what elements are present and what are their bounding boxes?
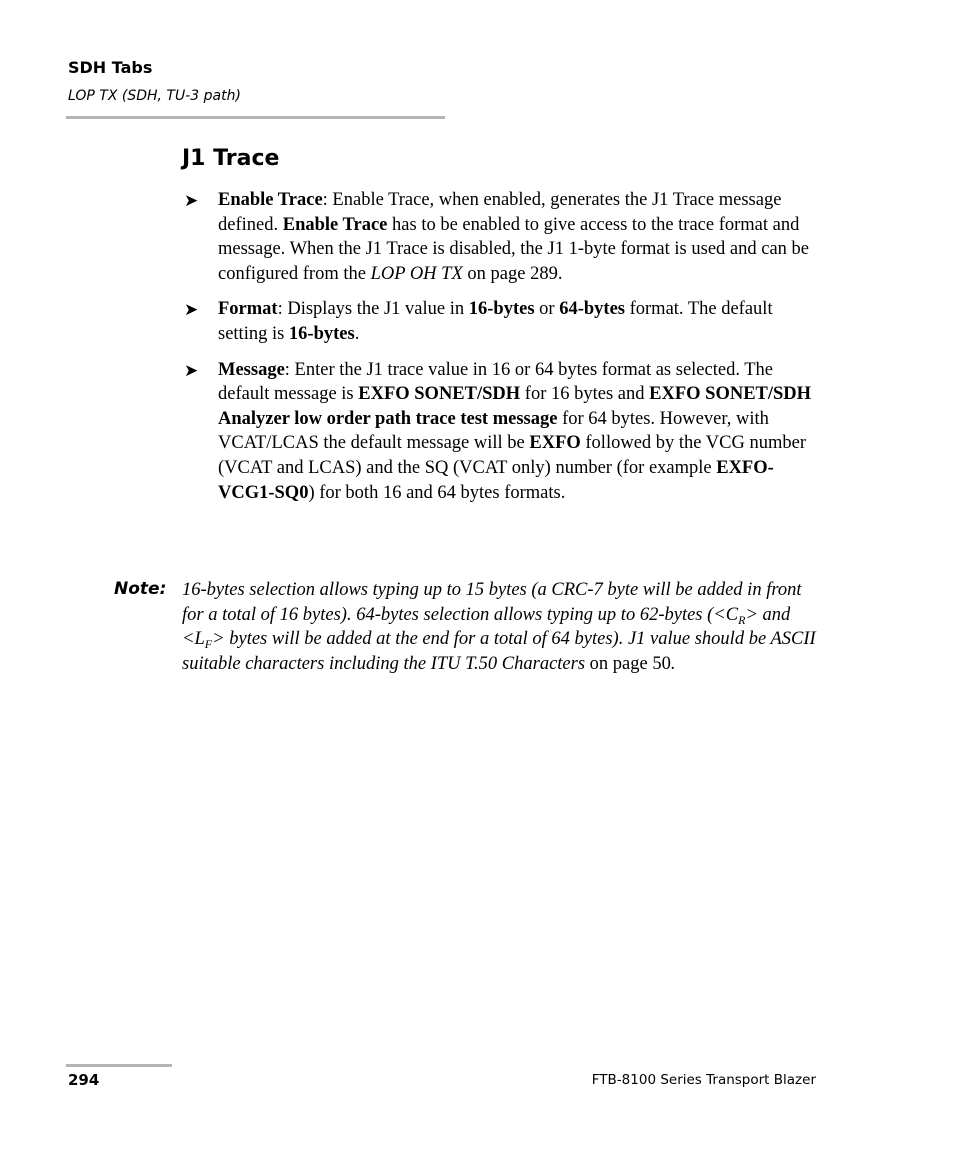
- bullet-text: : Enable Trace, when enabled, generates the J1 Trace message defined.: [218, 190, 782, 235]
- cross-reference-link[interactable]: LOP OH TX: [370, 263, 463, 284]
- running-header-subsection: LOP TX (SDH, TU-3 path): [68, 88, 241, 104]
- note-subscript: R: [738, 612, 746, 627]
- bullet-emphasis: EXFO: [529, 433, 581, 454]
- bullet-emphasis: EXFO-VCG1-SQ0: [218, 457, 774, 503]
- document-title: FTB-8100 Series Transport Blazer: [591, 1072, 816, 1088]
- bullet-emphasis: 16-bytes: [288, 323, 355, 344]
- header-divider: [66, 116, 445, 119]
- running-header-section: SDH Tabs: [68, 58, 153, 77]
- bullet-term: Format: [218, 299, 278, 320]
- bullet-emphasis: Enable Trace: [282, 214, 388, 235]
- note-text: > and <L: [182, 604, 791, 650]
- bullet-message: [182, 358, 822, 506]
- note-body: [182, 578, 822, 676]
- bullet-text: on page 289.: [462, 263, 563, 284]
- bullet-text: ) for both 16 and 64 bytes formats.: [308, 482, 566, 503]
- arrow-bullet-icon: ➤: [184, 300, 199, 321]
- bullet-list: [182, 188, 822, 516]
- bullet-enable-trace: [182, 188, 822, 286]
- bullet-text: format. The default setting is: [218, 299, 773, 344]
- bullet-term: Message: [218, 359, 285, 380]
- page-number: 294: [68, 1071, 100, 1089]
- bullet-text: has to be enabled to give access to the trace format and message. When the J1 Trace is disabled, the J1 1-byte format is used and can be configured from the: [218, 214, 810, 284]
- section-title: J1 Trace: [182, 146, 280, 171]
- note-label: Note:: [114, 579, 167, 599]
- note-text: .: [670, 653, 676, 674]
- bullet-text: or: [534, 299, 560, 320]
- bullet-emphasis: 16-bytes: [468, 299, 535, 320]
- bullet-text: .: [354, 323, 360, 344]
- bullet-text: for 16 bytes and: [520, 384, 650, 405]
- bullet-text: : Enter the J1 trace value in 16 or 64 bytes format as selected. The default message is: [218, 359, 773, 405]
- bullet-text: for 64 bytes. However, with VCAT/LCAS the default message will be: [218, 408, 769, 454]
- note-text: 16-bytes selection allows typing up to 15 bytes (a CRC-7 byte will be added in front for a total of 16 bytes). 64-bytes selection allows typing up to 62-bytes (<C: [182, 580, 802, 625]
- bullet-text: : Displays the J1 value in: [277, 299, 469, 320]
- arrow-bullet-icon: ➤: [184, 360, 199, 381]
- bullet-format: [182, 297, 822, 346]
- note-text: on page 50: [585, 653, 671, 674]
- note-text: > bytes will be added at the end for a total of 64 bytes). J1 value should be ASCII suitable characters including the: [182, 629, 816, 674]
- bullet-emphasis: EXFO SONET/SDH Analyzer low order path trace test message: [218, 384, 812, 429]
- cross-reference-link[interactable]: ITU T.50 Characters: [430, 653, 586, 674]
- note-subscript: F: [204, 637, 213, 652]
- bullet-emphasis: EXFO SONET/SDH: [358, 384, 521, 405]
- footer-divider: [66, 1064, 172, 1067]
- bullet-text: followed by the VCG number (VCAT and LCAS) and the SQ (VCAT only) number (for example: [218, 433, 806, 478]
- bullet-emphasis: 64-bytes: [559, 299, 625, 320]
- bullet-term: Enable Trace: [218, 190, 323, 210]
- arrow-bullet-icon: ➤: [184, 191, 199, 211]
